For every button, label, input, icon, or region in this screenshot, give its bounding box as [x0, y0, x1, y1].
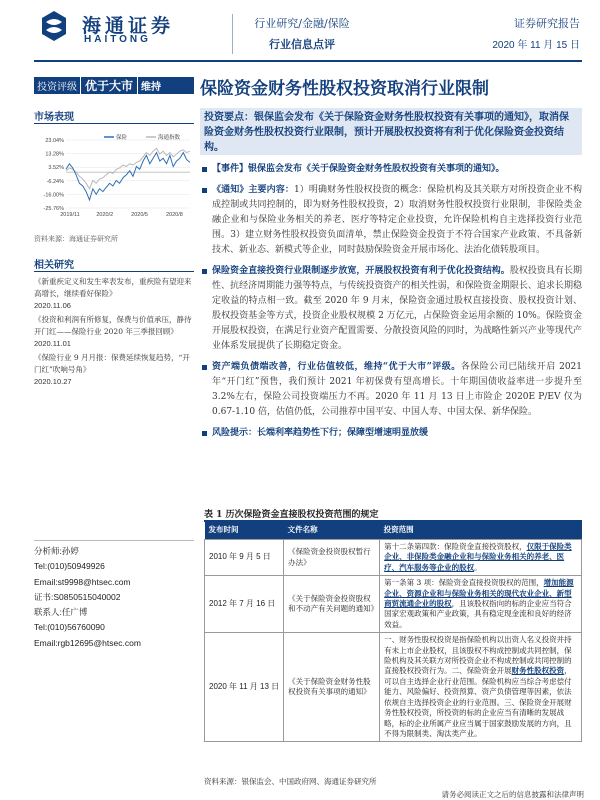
bullet-risk: [202, 426, 582, 441]
bullet-event: [202, 162, 582, 177]
summary-box: 投资要点：银保监会发布《关于保险资金财务性股权投资有关事项的通知》，取消保险资金财务性股权投资行业限制，预计开展股权投资将有利于优化保险资金投资结构。: [200, 108, 582, 155]
haitong-logo-icon: [36, 8, 72, 44]
brand-name-en: HAITONG: [84, 34, 151, 45]
table-cell-scope: [380, 576, 582, 633]
table-source: 资料来源：银保监会、中国政府网、海通证券研究所: [204, 777, 377, 786]
analyst-name: 分析师:孙婷: [34, 546, 79, 556]
table-header: 投资范围: [380, 522, 582, 540]
table-cell-date: 2010 年 9 月 5 日: [205, 540, 284, 576]
table-row: [205, 576, 582, 633]
investment-scope-table: [204, 522, 582, 742]
analyst-rule: [34, 540, 194, 541]
scope-highlight: 财务性股权投资: [511, 666, 565, 676]
bullet-heading: 【事件】银保监会发布《关于保险资金财务性股权投资有关事项的通知》。: [212, 164, 505, 174]
bullet-heading: 资产端负债端改善，行业估值较低，维持“优于大市”评级。: [212, 362, 461, 372]
scope-text: 第一条第 3 项：保险资金直接投资股权的范围，: [384, 578, 544, 588]
bullet-text: 各保险公司已陆续开启 2021 年“开门红”预售，我们预计 2021 年初保费有望高增长。十年期国债收益率进一步提升至 3.2%左右，保险公司投资端压力不再。2020 年 11 月 13 日上市险企 2020E P/EV 仅为 0.67-1.10 倍，估值仍低，公司推荐中国平安、中国人寿、中国太保、新华保险。: [212, 362, 582, 417]
report-subcategory: 行业信息点评: [269, 38, 335, 51]
table-cell-scope: [380, 540, 582, 576]
table-cell-doc: 《关于保险资金投资股权和不动产有关问题的通知》: [284, 576, 380, 633]
bullet-heading: 风险提示：长端利率趋势性下行；保障型增速明显放缓: [212, 428, 429, 438]
chart-x-tick-label: 2020/8: [165, 212, 183, 218]
report-type: 证券研究报告: [514, 17, 580, 30]
chart-series-haitong-index: [66, 148, 190, 188]
related-item-date: 2020.11.06: [34, 301, 71, 310]
bullet-rating: [202, 360, 582, 420]
disclaimer-footer: 请务必阅读正文之后的信息披露和法律声明: [441, 790, 584, 799]
related-item[interactable]: [34, 314, 196, 350]
analyst-email[interactable]: Email:st9998@htsec.com: [34, 576, 131, 587]
related-item[interactable]: [34, 352, 196, 388]
scope-text: 。: [474, 562, 482, 572]
related-item[interactable]: [34, 276, 196, 312]
bullet-text: 1）明确财务性股权投资的概念：保险机构及其关联方对所投资企业不构成控制或共同控制的，即为财务性股权投资，2）取消财务性股权投资行业限制，非保险类金融企业和与保险业务相关的养老、医疗等特定企业投资，允许保险机构自主选择投资行业范围。3）建立财务性股权投资负面清单，禁止保险资金投资于不符合国家产业政策、不具备新技术、新业态、新模式等企业，同时鼓励保险资金开展市场化、法治化债转股项目。: [212, 185, 582, 255]
chart-legend-label: 海通指数: [158, 135, 181, 141]
bullet-equity-investment: [202, 264, 582, 354]
market-chart: [34, 132, 196, 220]
table-header: 发布时间: [205, 522, 284, 540]
chart-legend-label: 保险: [116, 135, 128, 141]
contact-tel: Tel:(010)56760090: [34, 622, 105, 633]
table-title: 表 1 历次保险资金直接股权投资范围的规定: [204, 510, 379, 520]
rating-value: 优于大市: [80, 77, 138, 94]
rating-box: [34, 77, 194, 94]
table-header-row: [205, 522, 582, 540]
chart-y-tick-label: 13.28%: [45, 151, 64, 158]
related-list: [34, 276, 196, 390]
table-cell-date: 2012 年 7 月 16 日: [205, 576, 284, 633]
report-title: 保险资金财务性股权投资取消行业限制: [200, 79, 489, 99]
related-item-title: 《投资和利润有所修复，保费与价值承压，静待开门红——保险行业 2020 年三季报回顾》: [34, 315, 192, 336]
table-cell-doc: 《保险资金投资股权暂行办法》: [284, 540, 380, 576]
related-item-title: 《新重疾定义和发生率表发布，重疾险有望迎来高增长，继续看好保险》: [34, 277, 192, 298]
rating-change: 维持: [141, 82, 162, 93]
chart-y-tick-label: -16.00%: [43, 192, 64, 199]
chart-y-tick-label: -6.24%: [46, 178, 64, 185]
related-item-date: 2020.11.01: [34, 339, 71, 348]
chart-y-tick-label: 3.52%: [48, 165, 64, 172]
contact-name: 联系人:任广博: [34, 607, 88, 618]
chart-y-tick-label: -25.76%: [43, 206, 64, 212]
chart-series-insurance: [66, 153, 190, 200]
analyst-contacts: [34, 540, 194, 651]
chart-x-tick-label: 2020/5: [131, 212, 149, 218]
scope-highlight: 仅限于保险类企业、非保险类金融企业和与保险业务相关的养老、医疗、汽车服务等企业的股权: [384, 542, 572, 572]
scope-text: ，且该股权指向的标的企业应当符合国家宏观政策和产业政策，具有稳定现金流和良好的经济效益。: [384, 599, 572, 629]
market-rule: [34, 123, 194, 124]
table-header: 文件名称: [284, 522, 380, 540]
table-cell-date: 2020 年 11 月 13 日: [205, 633, 284, 742]
bullet-notice-content: [202, 183, 582, 258]
report-body: [202, 162, 582, 447]
scope-text: 第十二条第四款：保险资金直接投资股权，: [384, 542, 527, 551]
related-rule: [34, 271, 194, 272]
report-date: 2020 年 11 月 15 日: [492, 40, 580, 51]
table-row: [205, 633, 582, 742]
bullet-heading: 保险资金直接投资行业限制逐步放宽，开展股权投资有利于优化投资结构。: [212, 266, 510, 276]
chart-y-tick-label: 23.04%: [45, 138, 64, 144]
market-heading: 市场表现: [34, 112, 74, 123]
chart-x-tick-label: 2020/2: [96, 212, 114, 218]
scope-text: ，可以自主选择企业行业范围。保险机构应当综合考虑偿付能力、风险偏好、投资预算、资产负债管理等因素，依法依规自主选择投资企业的行业范围。三、保险资金开展财务性股权投资，所投资的标的企业应当有清晰的发展战略，标的企业所属产业应当属于国家鼓励发展的方向，且不得为限制类、淘汰类产业。: [384, 666, 572, 738]
bullet-heading: 《通知》主要内容：: [212, 185, 294, 195]
analyst-tel: Tel:(010)50949926: [34, 561, 105, 572]
contact-email[interactable]: Email:rgb12695@htsec.com: [34, 637, 141, 648]
scope-text: 一、财务性股权投资是指保险机构以出资人名义投资并持有未上市企业股权，且该股权不构成控制或共同控制，保险机构及其关联方对所投资企业不构成控制或共同控制的直接股权投资行为。二、保险资金开展: [384, 635, 572, 676]
table-row: [205, 540, 582, 576]
related-item-date: 2020.10.27: [34, 377, 72, 386]
rating-label: 投资评级: [37, 82, 77, 93]
header-rule: [34, 60, 582, 62]
header-separator: [232, 14, 233, 54]
table-cell-scope: [380, 633, 582, 742]
analyst-cert: 证书:S0850515040002: [34, 591, 121, 602]
related-item-title: 《保险行业 9 月月报：保费延续恢复趋势，“开门红”吹响号角》: [34, 353, 190, 374]
chart-x-tick-label: 2019/11: [60, 212, 80, 218]
chart-source: 资料来源：海通证券研究所: [34, 235, 118, 243]
related-heading: 相关研究: [34, 260, 74, 271]
scope-highlight: 增加能源企业、资源企业和与保险业务相关的现代农业企业、新型商贸流通企业的股权: [384, 578, 574, 609]
brand-name-cn: 海通证券: [82, 15, 175, 37]
table-cell-doc: 《关于保险资金财务性股权投资有关事项的通知》: [284, 633, 380, 742]
bullet-text: 股权投资具有长期性、抗经济周期能力强等特点，与传统投资资产的相关性弱，和保险资金期限长、追求长期稳定收益的特点相一致。截至 2020 年 9 月末，保险资金通过股权直接投资、股权投资计划、股权投资基金等方式，投资企业股权规模 2 万亿元，占保险资金运用余额的 10%。保险资金开展股权投资，在满足行业资产配置需要、分散投资风险的同时，为战略性新兴产业等现代产业体系发展提供了长期稳定资金。: [212, 266, 582, 351]
report-category: 行业研究/金融/保险: [254, 17, 350, 30]
